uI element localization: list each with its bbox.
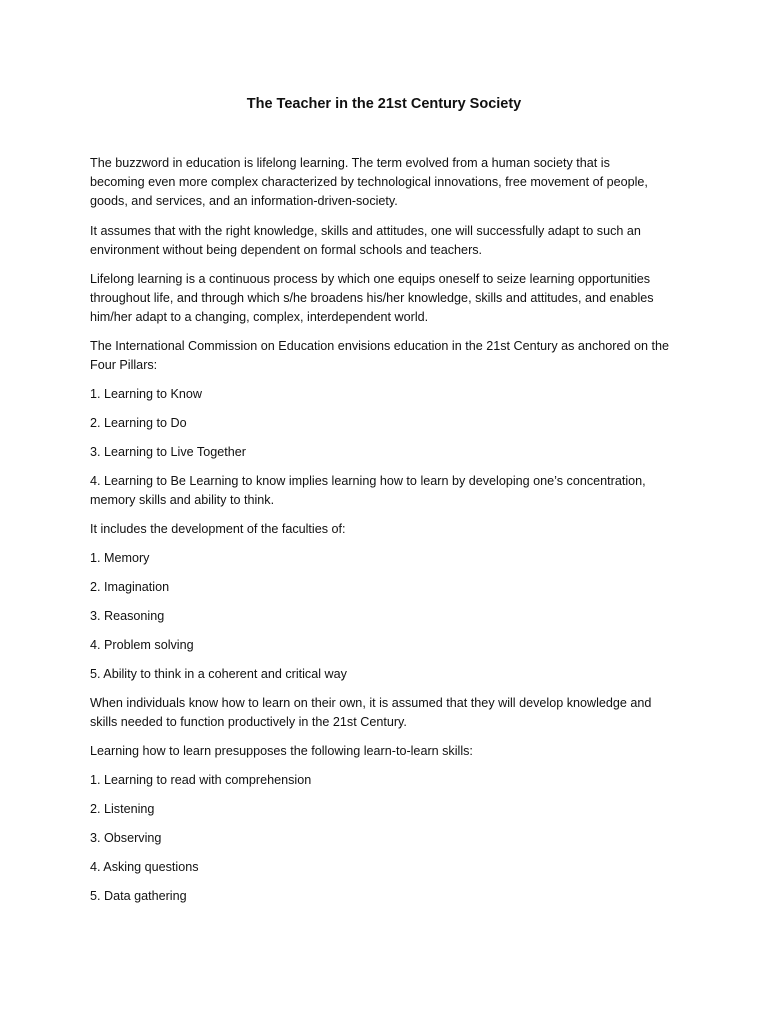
list-item: 5. Ability to think in a coherent and critical way bbox=[90, 667, 347, 681]
list-item: 1. Memory bbox=[90, 551, 150, 565]
list-item: 3. Reasoning bbox=[90, 609, 165, 623]
list-item: 4. Learning to Be Learning to know implies learning how to learn by developing one’s concentration, bbox=[90, 474, 646, 488]
list-item: 3. Observing bbox=[90, 831, 162, 845]
paragraph-line: Four Pillars: bbox=[90, 358, 158, 372]
paragraph-line: The International Commission on Education envisions education in the 21st Century as anchored on the bbox=[90, 339, 669, 353]
list-item: 4. Problem solving bbox=[90, 638, 194, 652]
list-item: 1. Learning to Know bbox=[90, 387, 203, 401]
paragraph-line: The buzzword in education is lifelong learning. The term evolved from a human society that is bbox=[90, 156, 610, 170]
list-item: 2. Learning to Do bbox=[90, 416, 187, 430]
page-title: The Teacher in the 21st Century Society bbox=[246, 96, 522, 112]
paragraph-line: It assumes that with the right knowledge, skills and attitudes, one will successfully adapt to such an bbox=[90, 224, 641, 238]
paragraph-line: becoming even more complex characterized by technological innovations, free movement of people, bbox=[90, 175, 648, 189]
paragraph-line: goods, and services, and an information-driven-society. bbox=[90, 194, 398, 208]
paragraph-line: memory skills and ability to think. bbox=[90, 493, 275, 507]
paragraph-line: skills needed to function productively in the 21st Century. bbox=[90, 715, 407, 729]
paragraph-line: Lifelong learning is a continuous process by which one equips oneself to seize learning opportunities bbox=[90, 272, 651, 286]
list-item: 2. Imagination bbox=[90, 580, 170, 594]
paragraph-line: him/her adapt to a changing, complex, interdependent world. bbox=[90, 310, 429, 324]
list-item: 4. Asking questions bbox=[90, 860, 199, 874]
list-item: 2. Listening bbox=[90, 802, 155, 816]
paragraph-line: It includes the development of the faculties of: bbox=[90, 522, 346, 536]
paragraph-line: Learning how to learn presupposes the following learn-to-learn skills: bbox=[90, 744, 473, 758]
list-item: 3. Learning to Live Together bbox=[90, 445, 246, 459]
list-item: 1. Learning to read with comprehension bbox=[90, 773, 312, 787]
list-item: 5. Data gathering bbox=[90, 889, 187, 903]
paragraph-line: environment without being dependent on formal schools and teachers. bbox=[90, 243, 483, 257]
paragraph-line: throughout life, and through which s/he broadens his/her knowledge, skills and attitudes, and enables bbox=[90, 291, 654, 305]
paragraph-line: When individuals know how to learn on their own, it is assumed that they will develop knowledge and bbox=[90, 696, 652, 710]
